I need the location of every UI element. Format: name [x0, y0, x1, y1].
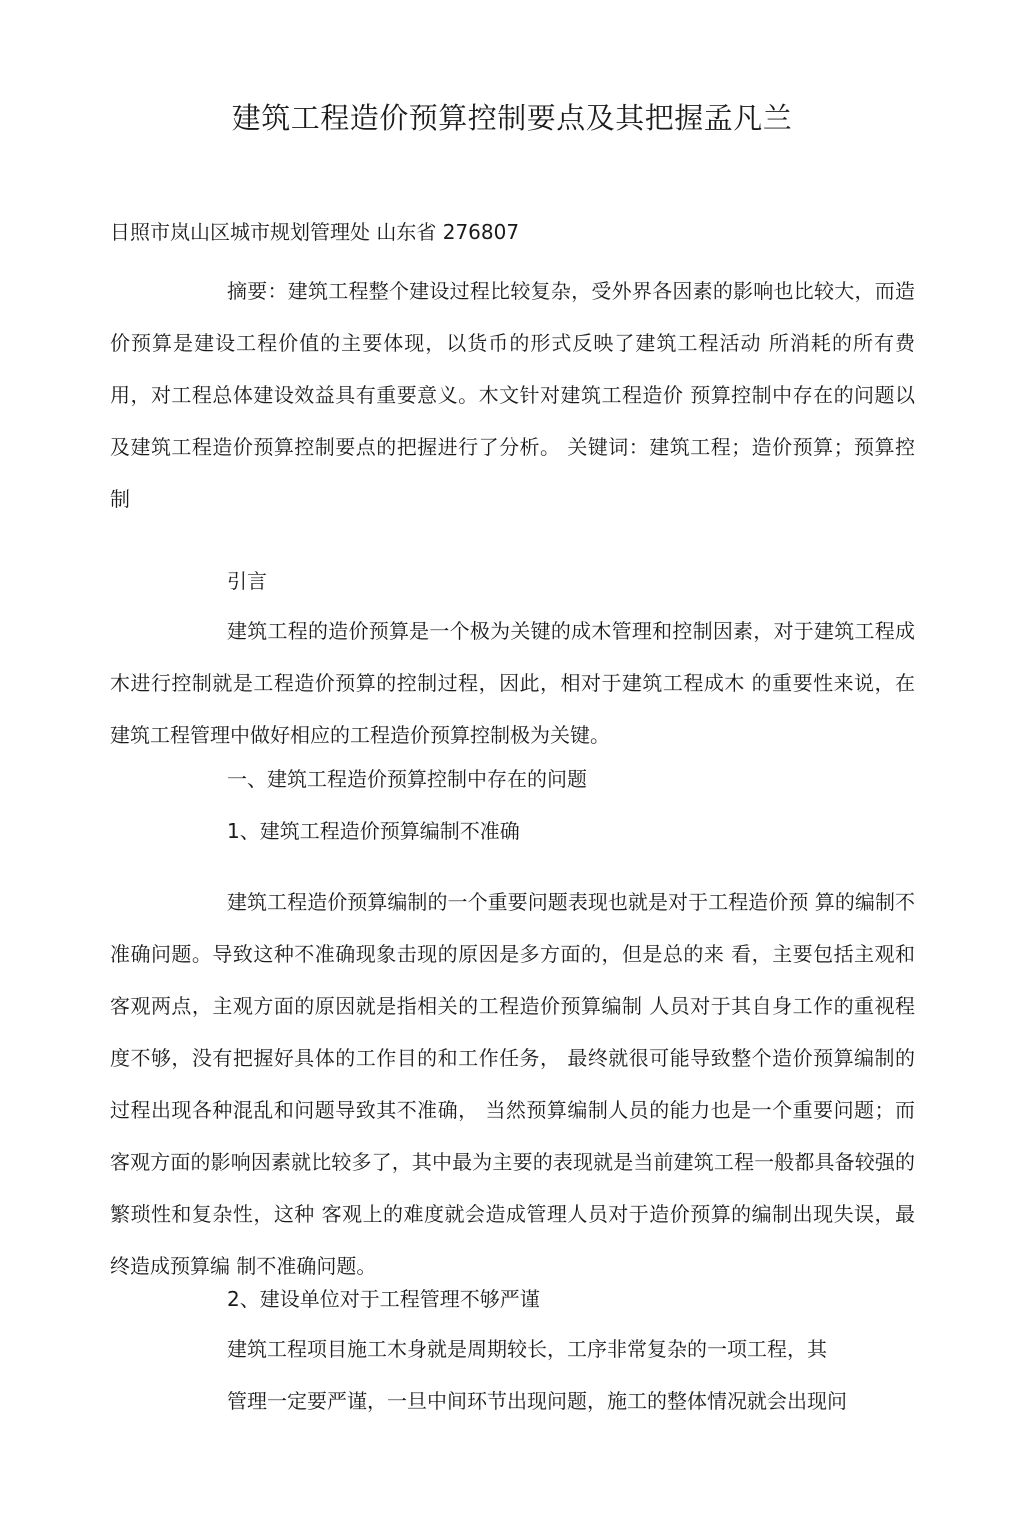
- subsection-1-heading: 1、建筑工程造价预算编制不准确: [227, 819, 520, 843]
- intro-paragraph: 建筑工程的造价预算是一个极为关键的成木管理和控制因素，对于建筑工程成木进行控制就是工程造价预算的控制过程，因此，相对于建筑工程成木 的重要性来说，在建筑工程管理中做好相应的工程造价预算控制极为关键。: [110, 619, 915, 747]
- document-title: 建筑工程造价预算控制要点及其把握孟凡兰: [231, 101, 793, 135]
- abstract-paragraph: 摘要：建筑工程整个建设过程比较复杂，受外界各因素的影响也比较大，而造价预算是建设工程价值的主要体现，以货币的形式反映了建筑工程活动 所消耗的所有费用，对工程总体建设效益具有重要意义。木文针对建筑工程造价 预算控制中存在的问题以及建筑工程造价预算控制要点的把握进行了分析。 关键词：建筑工程；造价预算；预算控制: [110, 279, 915, 511]
- intro-heading: 引言: [227, 569, 267, 593]
- subsection-1-paragraph: 建筑工程造价预算编制的一个重要问题表现也就是对于工程造价预 算的编制不准确问题。导致这种不准确现象击现的原因是多方面的，但是总的来 看，主要包括主观和客观两点，主观方面的原因就是指相关的工程造价预算编制 人员对于其自身工作的重视程度不够，没有把握好具体的工作目的和工作任务， 最终就很可能导致整个造价预算编制的过程出现各种混乱和问题导致其不准确， 当然预算编制人员的能力也是一个重要问题；而客观方面的影响因素就比较多了，其中最为主要的表现就是当前建筑工程一般都具备较强的繁琐性和复杂性，这种 客观上的难度就会造成管理人员对于造价预算的编制出现失误，最终造成预算编 制不准确问题。: [110, 890, 915, 1278]
- author-affiliation: 日照市岚山区城市规划管理处 山东省 276807: [110, 220, 520, 244]
- subsection-2-line-1: 建筑工程项目施工木身就是周期较长，工序非常复杂的一项工程，其: [227, 1337, 827, 1361]
- subsection-2-line-2: 管理一定要严谨，一旦中间环节出现问题，施工的整体情况就会出现问: [227, 1389, 847, 1413]
- section-1-heading: 一、建筑工程造价预算控制中存在的问题: [227, 767, 587, 791]
- subsection-2-heading: 2、建设单位对于工程管理不够严谨: [227, 1287, 540, 1311]
